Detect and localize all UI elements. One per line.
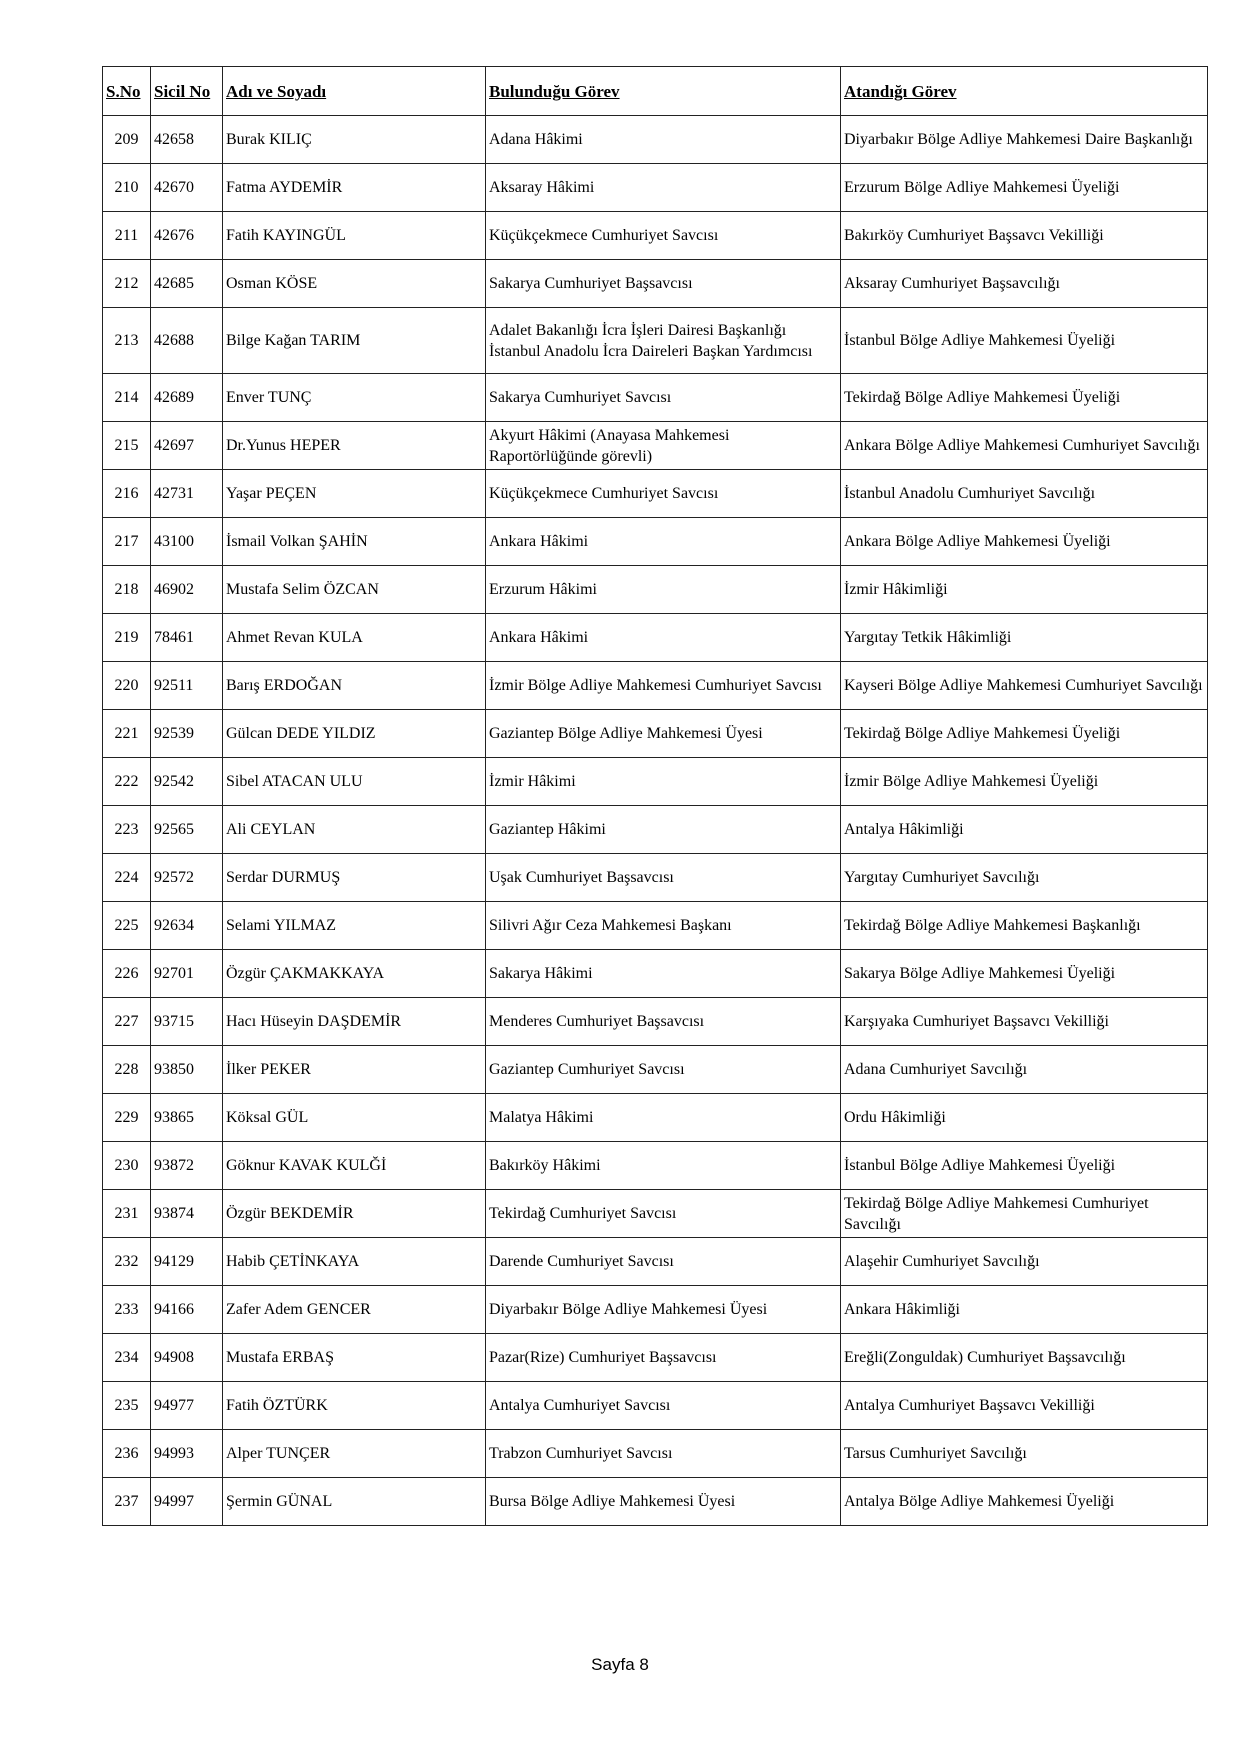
- cell-sno: 235: [103, 1382, 151, 1430]
- cell-sno: 229: [103, 1094, 151, 1142]
- cell-sicil-no: 93715: [151, 998, 223, 1046]
- cell-name: Mustafa ERBAŞ: [223, 1334, 486, 1382]
- cell-sno: 218: [103, 566, 151, 614]
- cell-sicil-no: 92539: [151, 710, 223, 758]
- cell-current-position: Bursa Bölge Adliye Mahkemesi Üyesi: [486, 1478, 841, 1526]
- cell-current-position: Tekirdağ Cumhuriyet Savcısı: [486, 1190, 841, 1238]
- cell-sicil-no: 42658: [151, 116, 223, 164]
- cell-sno: 230: [103, 1142, 151, 1190]
- cell-sno: 237: [103, 1478, 151, 1526]
- cell-assigned-position: Ankara Hâkimliği: [841, 1286, 1208, 1334]
- cell-sno: 209: [103, 116, 151, 164]
- cell-sno: 231: [103, 1190, 151, 1238]
- cell-assigned-position: Aksaray Cumhuriyet Başsavcılığı: [841, 260, 1208, 308]
- table-header-row: [103, 67, 1208, 116]
- cell-sicil-no: 42689: [151, 374, 223, 422]
- cell-sicil-no: 42676: [151, 212, 223, 260]
- cell-current-position: Uşak Cumhuriyet Başsavcısı: [486, 854, 841, 902]
- table-row: [103, 1190, 1208, 1238]
- cell-current-position: Pazar(Rize) Cumhuriyet Başsavcısı: [486, 1334, 841, 1382]
- cell-current-position: Gaziantep Bölge Adliye Mahkemesi Üyesi: [486, 710, 841, 758]
- cell-assigned-position: Bakırköy Cumhuriyet Başsavcı Vekilliği: [841, 212, 1208, 260]
- cell-name: İsmail Volkan ŞAHİN: [223, 518, 486, 566]
- cell-assigned-position: Antalya Cumhuriyet Başsavcı Vekilliği: [841, 1382, 1208, 1430]
- cell-current-position: Sakarya Cumhuriyet Başsavcısı: [486, 260, 841, 308]
- table-row: [103, 854, 1208, 902]
- cell-assigned-position: Antalya Hâkimliği: [841, 806, 1208, 854]
- cell-current-position: Sakarya Cumhuriyet Savcısı: [486, 374, 841, 422]
- cell-assigned-position: Sakarya Bölge Adliye Mahkemesi Üyeliği: [841, 950, 1208, 998]
- cell-name: Dr.Yunus HEPER: [223, 422, 486, 470]
- cell-sno: 221: [103, 710, 151, 758]
- cell-current-position: Küçükçekmece Cumhuriyet Savcısı: [486, 470, 841, 518]
- table-row: [103, 518, 1208, 566]
- table-row: [103, 806, 1208, 854]
- cell-sicil-no: 92634: [151, 902, 223, 950]
- cell-sicil-no: 42731: [151, 470, 223, 518]
- table-row: [103, 1094, 1208, 1142]
- cell-assigned-position: Tarsus Cumhuriyet Savcılığı: [841, 1430, 1208, 1478]
- cell-assigned-position: Tekirdağ Bölge Adliye Mahkemesi Başkanlığı: [841, 902, 1208, 950]
- cell-current-position: Ankara Hâkimi: [486, 518, 841, 566]
- cell-name: Alper TUNÇER: [223, 1430, 486, 1478]
- table-row: [103, 422, 1208, 470]
- header-sno: S.No: [103, 67, 151, 116]
- cell-assigned-position: Erzurum Bölge Adliye Mahkemesi Üyeliği: [841, 164, 1208, 212]
- cell-assigned-position: Kayseri Bölge Adliye Mahkemesi Cumhuriyet Savcılığı: [841, 662, 1208, 710]
- cell-current-position: Antalya Cumhuriyet Savcısı: [486, 1382, 841, 1430]
- table-row: [103, 1238, 1208, 1286]
- cell-name: Gülcan DEDE YILDIZ: [223, 710, 486, 758]
- table-row: [103, 758, 1208, 806]
- cell-sicil-no: 93874: [151, 1190, 223, 1238]
- cell-assigned-position: Karşıyaka Cumhuriyet Başsavcı Vekilliği: [841, 998, 1208, 1046]
- cell-sicil-no: 94977: [151, 1382, 223, 1430]
- cell-current-position: Adana Hâkimi: [486, 116, 841, 164]
- cell-sno: 215: [103, 422, 151, 470]
- cell-assigned-position: Yargıtay Tetkik Hâkimliği: [841, 614, 1208, 662]
- cell-name: Zafer Adem GENCER: [223, 1286, 486, 1334]
- cell-assigned-position: Ordu Hâkimliği: [841, 1094, 1208, 1142]
- cell-assigned-position: Tekirdağ Bölge Adliye Mahkemesi Üyeliği: [841, 710, 1208, 758]
- table-row: [103, 614, 1208, 662]
- cell-sicil-no: 92511: [151, 662, 223, 710]
- table-row: [103, 308, 1208, 374]
- cell-name: Göknur KAVAK KULĞİ: [223, 1142, 486, 1190]
- cell-current-position: Akyurt Hâkimi (Anayasa Mahkemesi Raportörlüğünde görevli): [486, 422, 841, 470]
- cell-name: Mustafa Selim ÖZCAN: [223, 566, 486, 614]
- cell-sicil-no: 93850: [151, 1046, 223, 1094]
- cell-sicil-no: 94908: [151, 1334, 223, 1382]
- table-row: [103, 902, 1208, 950]
- cell-sno: 236: [103, 1430, 151, 1478]
- cell-current-position: Silivri Ağır Ceza Mahkemesi Başkanı: [486, 902, 841, 950]
- cell-sicil-no: 42685: [151, 260, 223, 308]
- cell-current-position: Malatya Hâkimi: [486, 1094, 841, 1142]
- table-row: [103, 566, 1208, 614]
- cell-current-position: Gaziantep Cumhuriyet Savcısı: [486, 1046, 841, 1094]
- cell-sicil-no: 93872: [151, 1142, 223, 1190]
- cell-sicil-no: 42688: [151, 308, 223, 374]
- cell-assigned-position: Yargıtay Cumhuriyet Savcılığı: [841, 854, 1208, 902]
- cell-sno: 220: [103, 662, 151, 710]
- header-current-position: Bulunduğu Görev: [486, 67, 841, 116]
- cell-current-position: İzmir Hâkimi: [486, 758, 841, 806]
- cell-assigned-position: İstanbul Bölge Adliye Mahkemesi Üyeliği: [841, 308, 1208, 374]
- cell-sno: 219: [103, 614, 151, 662]
- cell-name: Osman KÖSE: [223, 260, 486, 308]
- cell-sno: 232: [103, 1238, 151, 1286]
- cell-current-position: Adalet Bakanlığı İcra İşleri Dairesi Başkanlığı İstanbul Anadolu İcra Daireleri Başkan Yardımcısı: [486, 308, 841, 374]
- cell-sicil-no: 92542: [151, 758, 223, 806]
- cell-current-position: Ankara Hâkimi: [486, 614, 841, 662]
- cell-name: Şermin GÜNAL: [223, 1478, 486, 1526]
- cell-current-position: Gaziantep Hâkimi: [486, 806, 841, 854]
- table-row: [103, 950, 1208, 998]
- cell-sicil-no: 93865: [151, 1094, 223, 1142]
- cell-assigned-position: İstanbul Bölge Adliye Mahkemesi Üyeliği: [841, 1142, 1208, 1190]
- cell-current-position: Darende Cumhuriyet Savcısı: [486, 1238, 841, 1286]
- table-row: [103, 470, 1208, 518]
- cell-name: Habib ÇETİNKAYA: [223, 1238, 486, 1286]
- cell-sicil-no: 92572: [151, 854, 223, 902]
- cell-name: Serdar DURMUŞ: [223, 854, 486, 902]
- cell-name: Sibel ATACAN ULU: [223, 758, 486, 806]
- table-row: [103, 116, 1208, 164]
- cell-assigned-position: İstanbul Anadolu Cumhuriyet Savcılığı: [841, 470, 1208, 518]
- table-row: [103, 710, 1208, 758]
- cell-sicil-no: 43100: [151, 518, 223, 566]
- cell-sno: 226: [103, 950, 151, 998]
- table-row: [103, 1478, 1208, 1526]
- cell-sno: 222: [103, 758, 151, 806]
- cell-assigned-position: Diyarbakır Bölge Adliye Mahkemesi Daire Başkanlığı: [841, 116, 1208, 164]
- cell-name: Hacı Hüseyin DAŞDEMİR: [223, 998, 486, 1046]
- table-row: [103, 1142, 1208, 1190]
- cell-sno: 210: [103, 164, 151, 212]
- cell-name: Ali CEYLAN: [223, 806, 486, 854]
- table-row: [103, 260, 1208, 308]
- cell-name: Yaşar PEÇEN: [223, 470, 486, 518]
- cell-assigned-position: İzmir Hâkimliği: [841, 566, 1208, 614]
- cell-sicil-no: 94997: [151, 1478, 223, 1526]
- cell-sicil-no: 92701: [151, 950, 223, 998]
- table-row: [103, 212, 1208, 260]
- cell-current-position: İzmir Bölge Adliye Mahkemesi Cumhuriyet Savcısı: [486, 662, 841, 710]
- cell-sno: 211: [103, 212, 151, 260]
- cell-current-position: Erzurum Hâkimi: [486, 566, 841, 614]
- cell-sno: 228: [103, 1046, 151, 1094]
- cell-name: Fatih KAYINGÜL: [223, 212, 486, 260]
- cell-assigned-position: Ankara Bölge Adliye Mahkemesi Üyeliği: [841, 518, 1208, 566]
- cell-assigned-position: Ankara Bölge Adliye Mahkemesi Cumhuriyet Savcılığı: [841, 422, 1208, 470]
- header-assigned-position: Atandığı Görev: [841, 67, 1208, 116]
- cell-assigned-position: Tekirdağ Bölge Adliye Mahkemesi Cumhuriyet Savcılığı: [841, 1190, 1208, 1238]
- table-row: [103, 1046, 1208, 1094]
- cell-sno: 217: [103, 518, 151, 566]
- cell-name: Fatih ÖZTÜRK: [223, 1382, 486, 1430]
- cell-sicil-no: 94166: [151, 1286, 223, 1334]
- table-row: [103, 1382, 1208, 1430]
- cell-sno: 223: [103, 806, 151, 854]
- table-row: [103, 1286, 1208, 1334]
- cell-name: Özgür BEKDEMİR: [223, 1190, 486, 1238]
- cell-sno: 227: [103, 998, 151, 1046]
- cell-name: Köksal GÜL: [223, 1094, 486, 1142]
- cell-sicil-no: 94993: [151, 1430, 223, 1478]
- cell-assigned-position: İzmir Bölge Adliye Mahkemesi Üyeliği: [841, 758, 1208, 806]
- cell-name: Enver TUNÇ: [223, 374, 486, 422]
- cell-sicil-no: 94129: [151, 1238, 223, 1286]
- cell-current-position: Diyarbakır Bölge Adliye Mahkemesi Üyesi: [486, 1286, 841, 1334]
- cell-assigned-position: Ereğli(Zonguldak) Cumhuriyet Başsavcılığı: [841, 1334, 1208, 1382]
- cell-sno: 234: [103, 1334, 151, 1382]
- cell-name: Burak KILIÇ: [223, 116, 486, 164]
- cell-sno: 212: [103, 260, 151, 308]
- header-name: Adı ve Soyadı: [223, 67, 486, 116]
- cell-name: İlker PEKER: [223, 1046, 486, 1094]
- page-number: Sayfa 8: [591, 1655, 649, 1674]
- cell-current-position: Küçükçekmece Cumhuriyet Savcısı: [486, 212, 841, 260]
- cell-sicil-no: 92565: [151, 806, 223, 854]
- appointment-table: [102, 66, 1208, 1526]
- cell-current-position: Menderes Cumhuriyet Başsavcısı: [486, 998, 841, 1046]
- cell-sno: 224: [103, 854, 151, 902]
- cell-name: Bilge Kağan TARIM: [223, 308, 486, 374]
- cell-sicil-no: 42697: [151, 422, 223, 470]
- cell-sno: 233: [103, 1286, 151, 1334]
- cell-sicil-no: 42670: [151, 164, 223, 212]
- table-row: [103, 374, 1208, 422]
- cell-name: Barış ERDOĞAN: [223, 662, 486, 710]
- cell-assigned-position: Adana Cumhuriyet Savcılığı: [841, 1046, 1208, 1094]
- header-sicil-no: Sicil No: [151, 67, 223, 116]
- cell-sno: 225: [103, 902, 151, 950]
- cell-name: Selami YILMAZ: [223, 902, 486, 950]
- cell-current-position: Aksaray Hâkimi: [486, 164, 841, 212]
- cell-name: Fatma AYDEMİR: [223, 164, 486, 212]
- table-row: [103, 164, 1208, 212]
- cell-sicil-no: 78461: [151, 614, 223, 662]
- cell-name: Özgür ÇAKMAKKAYA: [223, 950, 486, 998]
- table-row: [103, 998, 1208, 1046]
- cell-sicil-no: 46902: [151, 566, 223, 614]
- cell-assigned-position: Antalya Bölge Adliye Mahkemesi Üyeliği: [841, 1478, 1208, 1526]
- cell-assigned-position: Tekirdağ Bölge Adliye Mahkemesi Üyeliği: [841, 374, 1208, 422]
- table-row: [103, 1334, 1208, 1382]
- cell-sno: 214: [103, 374, 151, 422]
- cell-assigned-position: Alaşehir Cumhuriyet Savcılığı: [841, 1238, 1208, 1286]
- cell-name: Ahmet Revan KULA: [223, 614, 486, 662]
- cell-sno: 213: [103, 308, 151, 374]
- cell-current-position: Trabzon Cumhuriyet Savcısı: [486, 1430, 841, 1478]
- cell-sno: 216: [103, 470, 151, 518]
- table-row: [103, 1430, 1208, 1478]
- table-row: [103, 662, 1208, 710]
- cell-current-position: Sakarya Hâkimi: [486, 950, 841, 998]
- cell-current-position: Bakırköy Hâkimi: [486, 1142, 841, 1190]
